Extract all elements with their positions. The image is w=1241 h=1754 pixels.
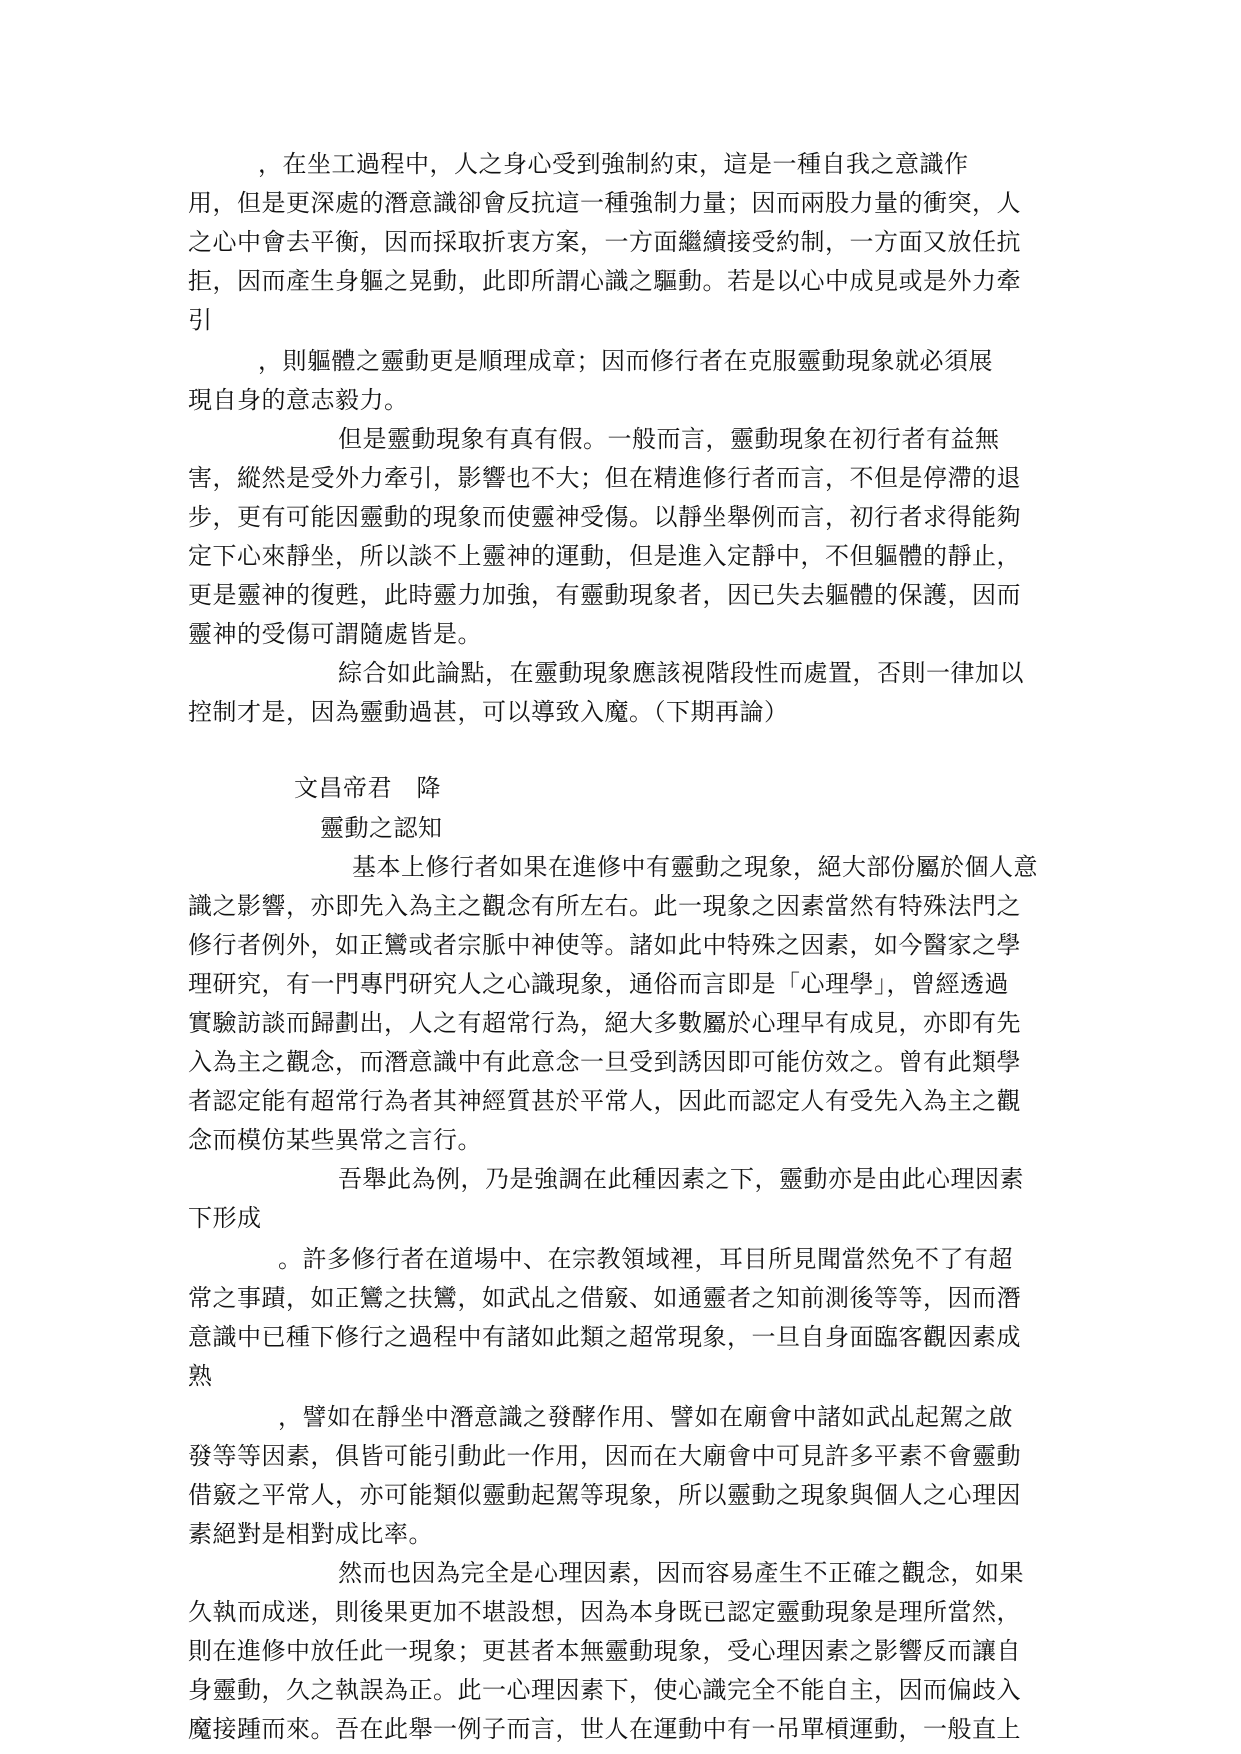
text-line: 綜合如此論點，在靈動現象應該視階段性而處置，否則一律加以: [338, 659, 1024, 687]
text-line: 控制才是，因為靈動過甚，可以導致入魔。（下期再論）: [188, 698, 789, 726]
text-line: 身靈動，久之執誤為正。此一心理因素下，使心識完全不能自主，因而偏歧入: [188, 1676, 1021, 1704]
text-line: 害，縱然是受外力牽引，影響也不大；但在精進修行者而言，不但是停滯的退: [188, 464, 1021, 492]
text-line: 基本上修行者如果在進修中有靈動之現象，絕大部份屬於個人意: [352, 853, 1038, 881]
text-line: 則在進修中放任此一現象；更甚者本無靈動現象，受心理因素之影響反而讓自: [188, 1637, 1021, 1665]
text-line: 久執而成迷，則後果更加不堪設想，因為本身既已認定靈動現象是理所當然，: [188, 1598, 1021, 1626]
text-line: 借竅之平常人，亦可能類似靈動起駕等現象，所以靈動之現象與個人之心理因: [188, 1481, 1021, 1509]
text-line: 然而也因為完全是心理因素，因而容易產生不正確之觀念，如果: [338, 1559, 1024, 1587]
text-line: 定下心來靜坐，所以談不上靈神的運動，但是進入定靜中，不但軀體的靜止，: [188, 542, 1021, 570]
text-line: 熟: [188, 1362, 213, 1390]
text-line: 意識中已種下修行之過程中有諸如此類之超常現象，一旦自身面臨客觀因素成: [188, 1323, 1021, 1351]
text-line: 引: [188, 306, 213, 334]
text-line: 拒，因而產生身軀之晃動，此即所謂心識之驅動。若是以心中成見或是外力牽: [188, 267, 1021, 295]
text-line: 用，但是更深處的潛意識卻會反抗這一種強制力量；因而兩股力量的衝突，人: [188, 189, 1021, 217]
text-line: ，在坐工過程中，人之身心受到強制約束，這是一種自我之意識作: [258, 150, 969, 178]
text-line: 識之影響，亦即先入為主之觀念有所左右。此一現象之因素當然有特殊法門之: [188, 892, 1021, 920]
text-line: 更是靈神的復甦，此時靈力加強，有靈動現象者，因已失去軀體的保護，因而: [188, 581, 1021, 609]
text-line: 實驗訪談而歸劃出，人之有超常行為，絕大多數屬於心理早有成見，亦即有先: [188, 1009, 1021, 1037]
text-line: 步，更有可能因靈動的現象而使靈神受傷。以靜坐舉例而言，初行者求得能夠: [188, 503, 1021, 531]
text-line: 魔接踵而來。吾在此舉一例子而言，世人在運動中有一吊單槓運動，一般直上: [188, 1715, 1021, 1743]
text-line: 下形成: [188, 1204, 262, 1232]
text-line: 靈神的受傷可謂隨處皆是。: [188, 620, 482, 648]
text-line: 入為主之觀念，而潛意識中有此意念一旦受到誘因即可能仿效之。曾有此類學: [188, 1048, 1021, 1076]
text-line: 現自身的意志毅力。: [188, 386, 409, 414]
text-line: 但是靈動現象有真有假。一般而言，靈動現象在初行者有益無: [338, 425, 1000, 453]
text-line: ，則軀體之靈動更是順理成章；因而修行者在克服靈動現象就必須展: [258, 347, 993, 375]
text-line: 修行者例外，如正鸞或者宗脈中神使等。諸如此中特殊之因素，如今醫家之學: [188, 931, 1021, 959]
text-line: 理研究，有一門專門研究人之心識現象，通俗而言即是「心理學」，曾經透過: [188, 970, 1009, 998]
text-line: 常之事蹟，如正鸞之扶鸞，如武乩之借竅、如通靈者之知前測後等等，因而潛: [188, 1284, 1021, 1312]
text-line: 發等等因素，俱皆可能引動此一作用，因而在大廟會中可見許多平素不會靈動: [188, 1442, 1021, 1470]
text-line: 。許多修行者在道場中、在宗教領域裡，耳目所見聞當然免不了有超: [278, 1245, 1013, 1273]
text-line: ，譬如在靜坐中潛意識之發酵作用、譬如在廟會中諸如武乩起駕之啟: [278, 1403, 1013, 1431]
text-line: 者認定能有超常行為者其神經質甚於平常人，因此而認定人有受先入為主之觀: [188, 1087, 1021, 1115]
section-author: 文昌帝君 降: [294, 774, 441, 802]
text-line: 之心中會去平衡，因而採取折衷方案，一方面繼續接受約制，一方面又放任抗: [188, 228, 1021, 256]
section-title: 靈動之認知: [320, 814, 443, 842]
text-line: 素絕對是相對成比率。: [188, 1520, 433, 1548]
text-line: 念而模仿某些異常之言行。: [188, 1126, 482, 1154]
text-line: 吾舉此為例，乃是強調在此種因素之下，靈動亦是由此心理因素: [338, 1165, 1024, 1193]
